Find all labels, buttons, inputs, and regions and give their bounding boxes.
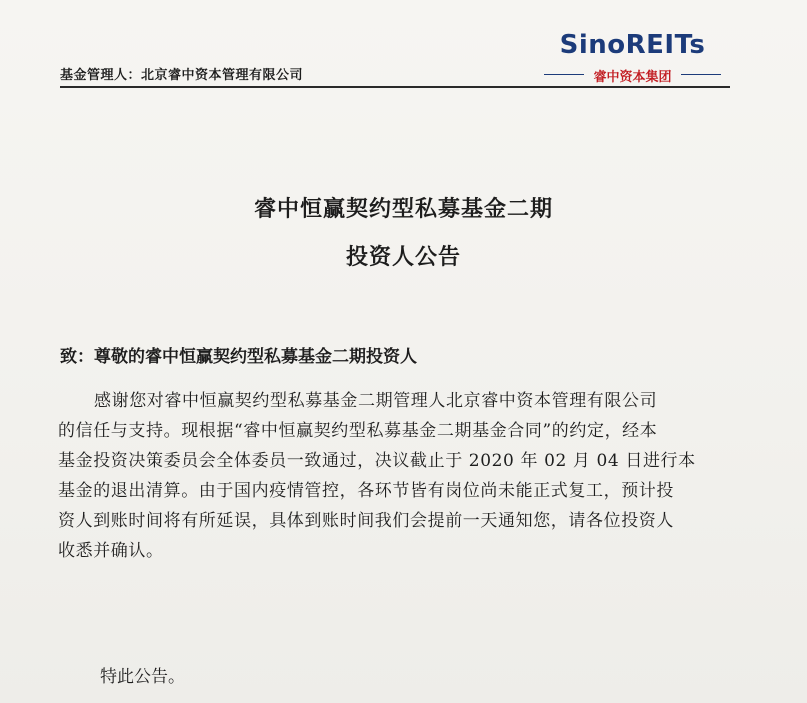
closing-remark: 特此公告。 bbox=[100, 667, 185, 687]
logo-right-dash bbox=[681, 74, 721, 75]
sinoreits-logo bbox=[540, 30, 725, 84]
body-line: 感谢您对睿中恒赢契约型私募基金二期管理人北京睿中资本管理有限公司 bbox=[94, 391, 658, 411]
logo-subtitle: 睿中资本集团 bbox=[593, 70, 672, 85]
document-title: 睿中恒赢契约型私募基金二期 bbox=[253, 196, 553, 222]
salutation: 致：尊敬的睿中恒赢契约型私募基金二期投资人 bbox=[60, 347, 417, 367]
body-line: 资人到账时间将有所延误，具体到账时间我们会提前一天通知您，请各位投资人 bbox=[58, 511, 674, 531]
header-divider bbox=[60, 86, 730, 88]
body-line: 收悉并确认。 bbox=[58, 541, 164, 561]
document-subtitle: 投资人公告 bbox=[345, 244, 461, 270]
body-line: 的信任与支持。现根据“睿中恒赢契约型私募基金二期基金合同”的约定，经本 bbox=[58, 421, 658, 441]
fund-manager-line: 基金管理人：北京睿中资本管理有限公司 bbox=[60, 68, 304, 83]
logo-brand-text: SinoREITs bbox=[559, 30, 706, 60]
body-line: 基金的退出清算。由于国内疫情管控，各环节皆有岗位尚未能正式复工，预计投 bbox=[58, 481, 674, 501]
logo-subtitle-row bbox=[540, 66, 725, 85]
body-line: 基金投资决策委员会全体委员一致通过，决议截止于 2020 年 02 月 04 日进行本 bbox=[58, 451, 696, 471]
notice-body bbox=[58, 386, 728, 566]
